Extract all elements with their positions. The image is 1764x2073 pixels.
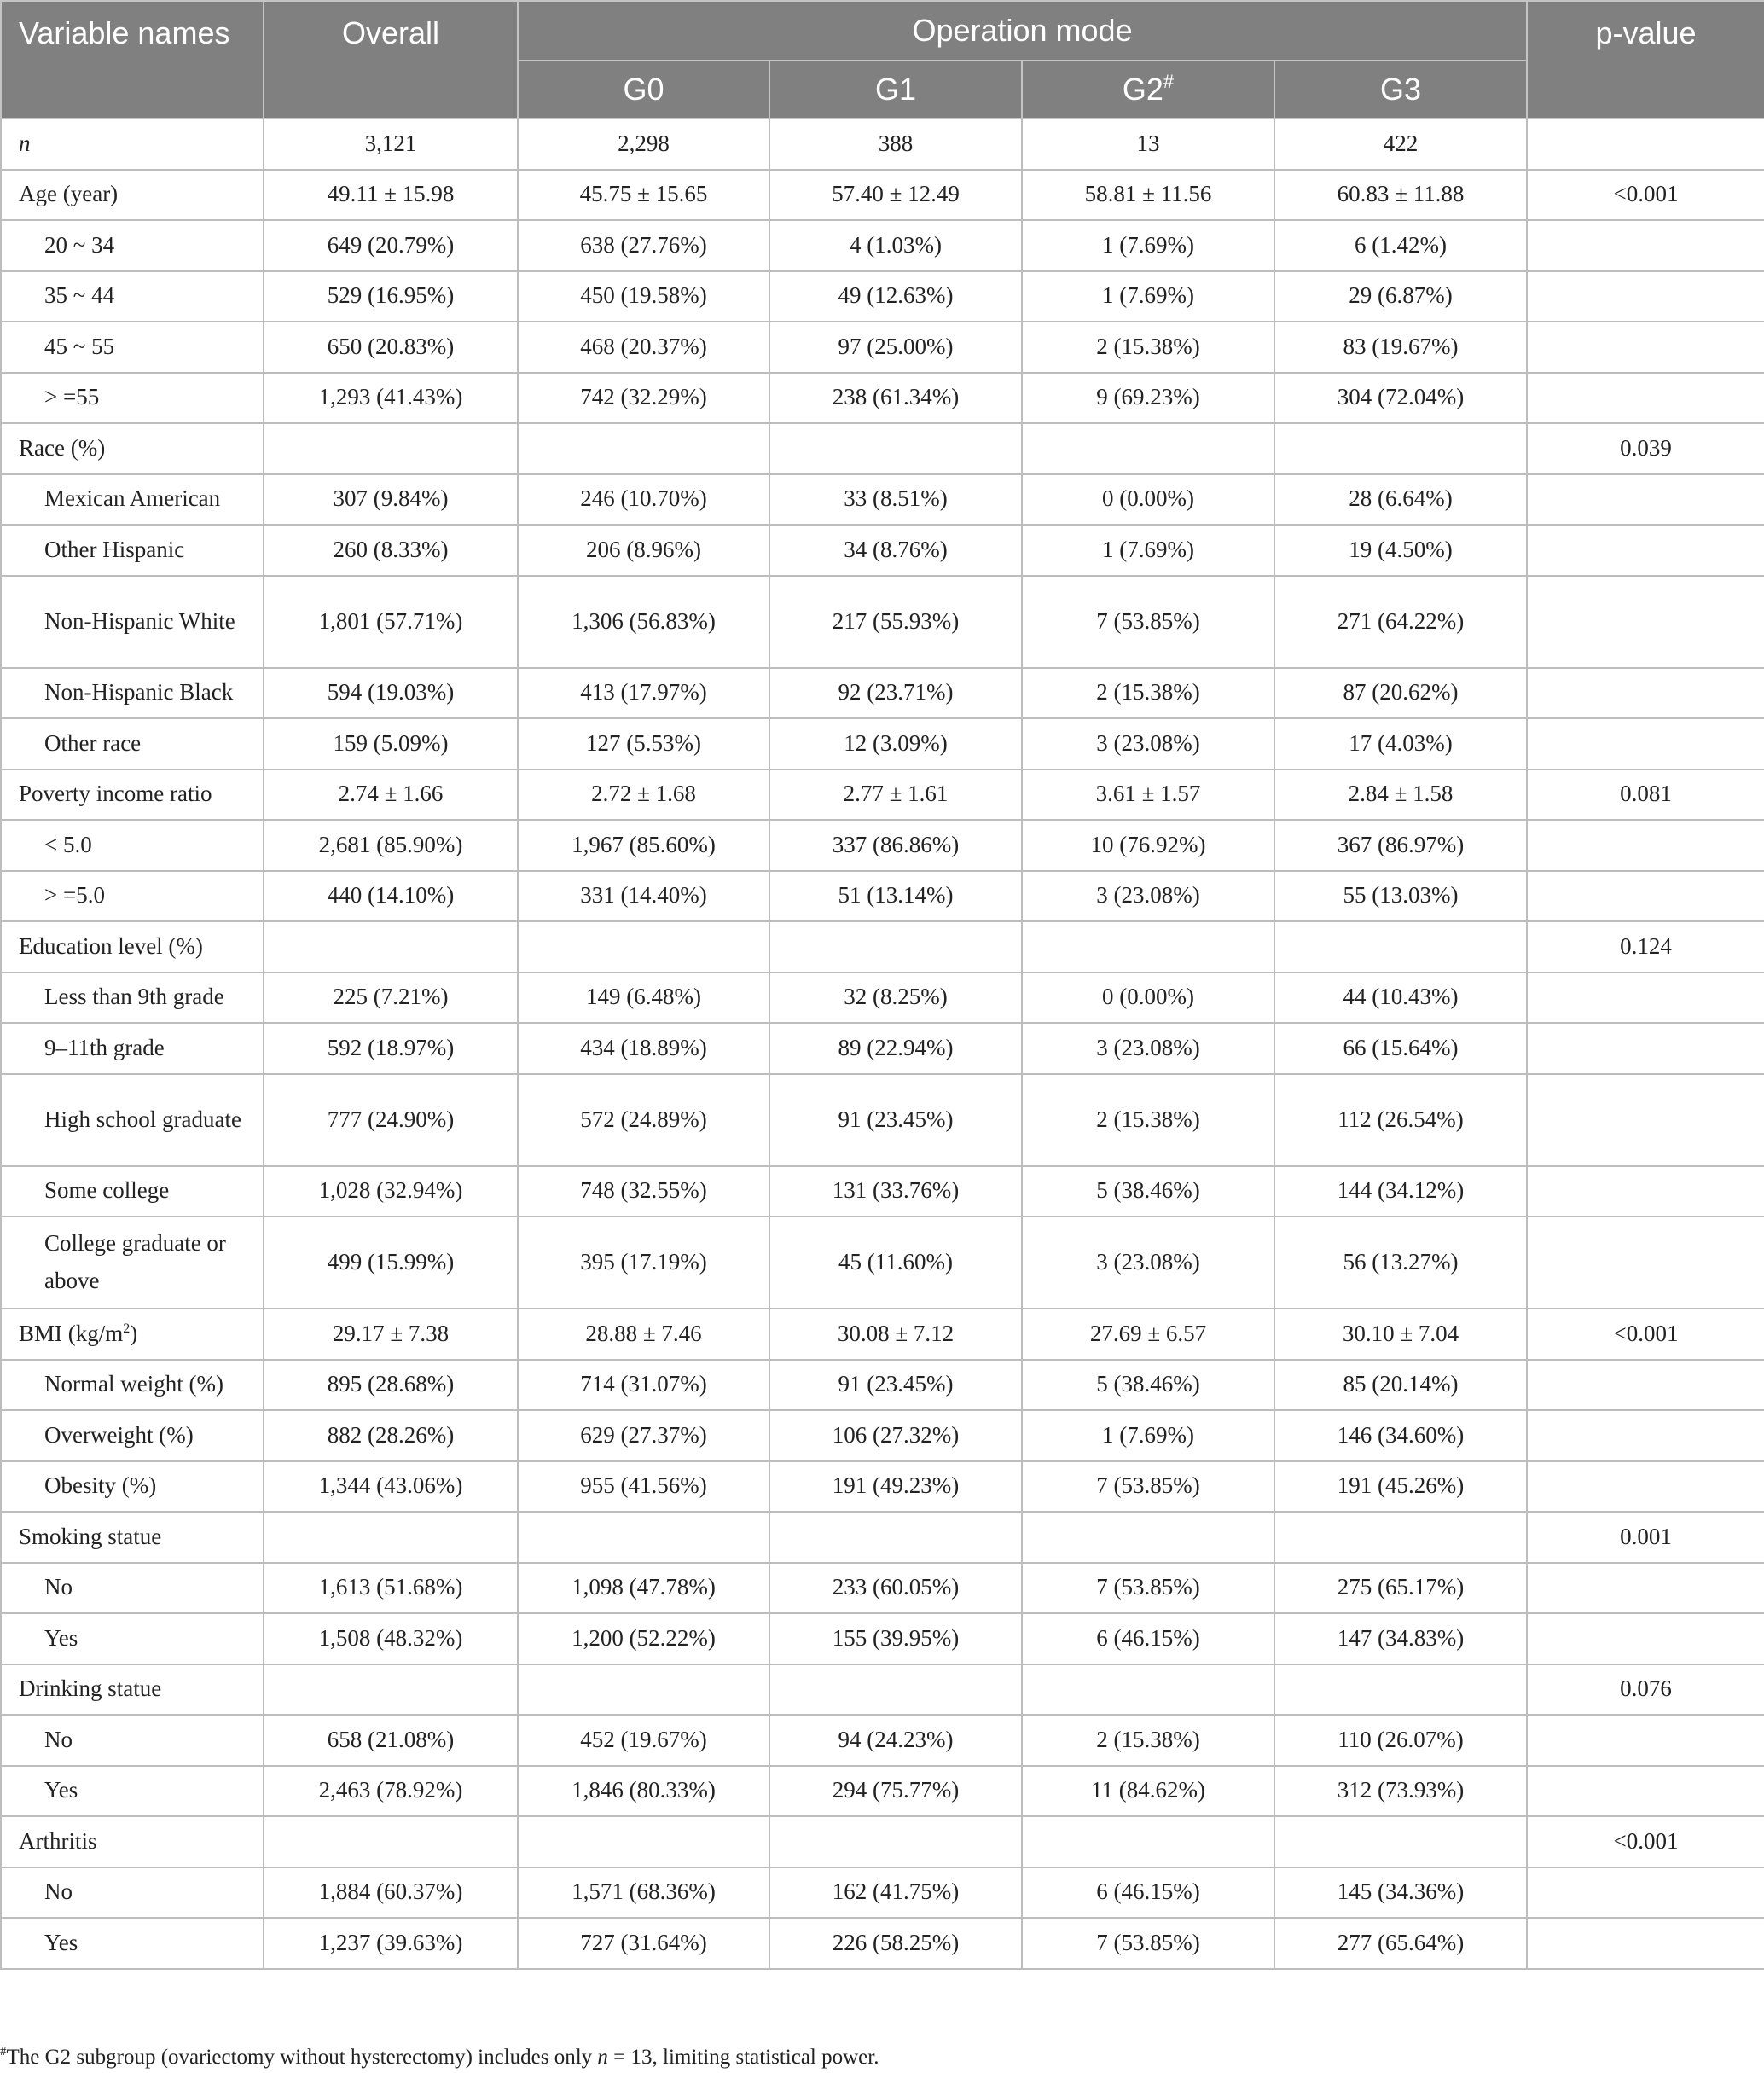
cell-g3: 145 (34.36%) (1274, 1867, 1527, 1919)
table-row (1, 921, 1764, 973)
cell-g3: 147 (34.83%) (1274, 1613, 1527, 1664)
cell-p-value (1527, 1867, 1764, 1919)
cell-g2: 3 (23.08%) (1022, 871, 1274, 922)
cell-g3: 30.10 ± 7.04 (1274, 1309, 1527, 1360)
cell-g1: 2.77 ± 1.61 (769, 769, 1022, 821)
cell-g1: 97 (25.00%) (769, 322, 1022, 373)
cell-p-value: 0.001 (1527, 1512, 1764, 1563)
cell-g1: 238 (61.34%) (769, 373, 1022, 424)
cell-g1: 89 (22.94%) (769, 1023, 1022, 1074)
cell-overall: 895 (28.68%) (264, 1360, 518, 1411)
table-row (1, 1023, 1764, 1074)
cell-g1: 294 (75.77%) (769, 1766, 1022, 1817)
cell-g1: 49 (12.63%) (769, 271, 1022, 322)
table-body (1, 119, 1764, 1969)
cell-p-value: 0.124 (1527, 921, 1764, 973)
cell-g3 (1274, 921, 1527, 973)
row-label: Other race (1, 718, 264, 769)
cell-g2 (1022, 1816, 1274, 1867)
cell-g1 (769, 1664, 1022, 1716)
cell-overall: 777 (24.90%) (264, 1074, 518, 1166)
cell-p-value: 0.076 (1527, 1664, 1764, 1716)
header-p-value: p-value (1527, 1, 1764, 119)
cell-g1: 57.40 ± 12.49 (769, 170, 1022, 221)
header-group-g1: G1 (769, 61, 1022, 119)
table-row (1, 1217, 1764, 1309)
table-header (1, 1, 1764, 119)
cell-g1: 388 (769, 119, 1022, 170)
row-label: Less than 9th grade (1, 973, 264, 1024)
cell-g3: 55 (13.03%) (1274, 871, 1527, 922)
cell-g3: 44 (10.43%) (1274, 973, 1527, 1024)
cell-g0: 638 (27.76%) (518, 220, 769, 271)
cell-overall: 658 (21.08%) (264, 1715, 518, 1766)
cell-g3: 144 (34.12%) (1274, 1166, 1527, 1217)
cell-p-value (1527, 271, 1764, 322)
cell-g0: 434 (18.89%) (518, 1023, 769, 1074)
row-label: Other Hispanic (1, 525, 264, 576)
cell-g0: 45.75 ± 15.65 (518, 170, 769, 221)
cell-g0 (518, 1664, 769, 1716)
cell-g2: 3 (23.08%) (1022, 1217, 1274, 1309)
table-row (1, 271, 1764, 322)
table-row (1, 1715, 1764, 1766)
table-row (1, 170, 1764, 221)
cell-g1: 94 (24.23%) (769, 1715, 1022, 1766)
table-row (1, 1664, 1764, 1716)
cell-overall: 499 (15.99%) (264, 1217, 518, 1309)
cell-g1: 91 (23.45%) (769, 1360, 1022, 1411)
cell-overall: 1,293 (41.43%) (264, 373, 518, 424)
cell-g0 (518, 1816, 769, 1867)
cell-p-value (1527, 1023, 1764, 1074)
cell-g2: 2 (15.38%) (1022, 1074, 1274, 1166)
cell-g3: 112 (26.54%) (1274, 1074, 1527, 1166)
cell-p-value (1527, 1074, 1764, 1166)
cell-g2: 11 (84.62%) (1022, 1766, 1274, 1817)
row-label: Yes (1, 1918, 264, 1969)
cell-g2: 10 (76.92%) (1022, 820, 1274, 871)
cell-g1: 30.08 ± 7.12 (769, 1309, 1022, 1360)
table-row (1, 1613, 1764, 1664)
cell-p-value: 0.081 (1527, 769, 1764, 821)
cell-g1: 45 (11.60%) (769, 1217, 1022, 1309)
cell-p-value (1527, 1766, 1764, 1817)
cell-p-value (1527, 474, 1764, 526)
cell-g3: 110 (26.07%) (1274, 1715, 1527, 1766)
cell-overall: 49.11 ± 15.98 (264, 170, 518, 221)
cell-g1: 217 (55.93%) (769, 576, 1022, 668)
table-row (1, 820, 1764, 871)
cell-g1: 337 (86.86%) (769, 820, 1022, 871)
row-label: Some college (1, 1166, 264, 1217)
cell-g2: 7 (53.85%) (1022, 1918, 1274, 1969)
footnote-text-end: = 13, limiting statistical power. (607, 2046, 879, 2069)
row-label: 9–11th grade (1, 1023, 264, 1074)
table-row (1, 973, 1764, 1024)
row-label: Obesity (%) (1, 1461, 264, 1513)
cell-p-value (1527, 220, 1764, 271)
cell-g1: 51 (13.14%) (769, 871, 1022, 922)
table-row (1, 373, 1764, 424)
cell-g1 (769, 1816, 1022, 1867)
cell-p-value (1527, 322, 1764, 373)
cell-overall: 3,121 (264, 119, 518, 170)
cell-g1: 91 (23.45%) (769, 1074, 1022, 1166)
cell-g3 (1274, 423, 1527, 474)
cell-g2 (1022, 1664, 1274, 1716)
cell-g2: 7 (53.85%) (1022, 576, 1274, 668)
cell-g3: 56 (13.27%) (1274, 1217, 1527, 1309)
cell-g0: 2,298 (518, 119, 769, 170)
row-label: 35 ~ 44 (1, 271, 264, 322)
row-label: Yes (1, 1766, 264, 1817)
cell-overall: 159 (5.09%) (264, 718, 518, 769)
cell-g1: 162 (41.75%) (769, 1867, 1022, 1919)
cell-p-value: <0.001 (1527, 1309, 1764, 1360)
row-label: Overweight (%) (1, 1410, 264, 1461)
table-footnote (0, 2046, 879, 2070)
cell-g0: 468 (20.37%) (518, 322, 769, 373)
row-label: College graduate or above (1, 1217, 264, 1309)
cell-overall: 649 (20.79%) (264, 220, 518, 271)
cell-g2: 27.69 ± 6.57 (1022, 1309, 1274, 1360)
table-row (1, 1461, 1764, 1513)
cell-g3: 312 (73.93%) (1274, 1766, 1527, 1817)
cell-p-value (1527, 1715, 1764, 1766)
table-row (1, 1867, 1764, 1919)
cell-p-value (1527, 718, 1764, 769)
cell-overall: 1,237 (39.63%) (264, 1918, 518, 1969)
cell-g3: 367 (86.97%) (1274, 820, 1527, 871)
table-row (1, 1512, 1764, 1563)
cell-g3: 83 (19.67%) (1274, 322, 1527, 373)
row-label: Mexican American (1, 474, 264, 526)
cell-p-value (1527, 1918, 1764, 1969)
cell-g0: 1,571 (68.36%) (518, 1867, 769, 1919)
cell-g1: 191 (49.23%) (769, 1461, 1022, 1513)
cell-g3 (1274, 1816, 1527, 1867)
cell-g3: 60.83 ± 11.88 (1274, 170, 1527, 221)
row-label: Education level (%) (1, 921, 264, 973)
footnote-mark: # (0, 2045, 7, 2058)
cell-overall: 650 (20.83%) (264, 322, 518, 373)
cell-p-value (1527, 525, 1764, 576)
cell-p-value: 0.039 (1527, 423, 1764, 474)
cell-p-value: <0.001 (1527, 1816, 1764, 1867)
table-row (1, 1166, 1764, 1217)
cell-g3: 29 (6.87%) (1274, 271, 1527, 322)
cell-p-value (1527, 1613, 1764, 1664)
cell-g2: 7 (53.85%) (1022, 1563, 1274, 1614)
cell-p-value (1527, 1563, 1764, 1614)
table-row (1, 576, 1764, 668)
footnote-text-start: The G2 subgroup (ovariectomy without hysterectomy) includes only (6, 2046, 598, 2069)
cell-overall: 1,028 (32.94%) (264, 1166, 518, 1217)
cell-g2: 1 (7.69%) (1022, 271, 1274, 322)
table-row (1, 322, 1764, 373)
cell-g0: 629 (27.37%) (518, 1410, 769, 1461)
cell-g0: 206 (8.96%) (518, 525, 769, 576)
cell-p-value (1527, 119, 1764, 170)
cell-overall: 225 (7.21%) (264, 973, 518, 1024)
cell-overall: 307 (9.84%) (264, 474, 518, 526)
row-label: Normal weight (%) (1, 1360, 264, 1411)
cell-overall: 440 (14.10%) (264, 871, 518, 922)
table-row (1, 1816, 1764, 1867)
cell-overall: 2,463 (78.92%) (264, 1766, 518, 1817)
cell-g2: 2 (15.38%) (1022, 322, 1274, 373)
cell-overall: 1,344 (43.06%) (264, 1461, 518, 1513)
header-group-g0: G0 (518, 61, 769, 119)
cell-p-value (1527, 871, 1764, 922)
cell-overall: 1,801 (57.71%) (264, 576, 518, 668)
cell-g3: 19 (4.50%) (1274, 525, 1527, 576)
cell-overall: 2.74 ± 1.66 (264, 769, 518, 821)
cell-g0: 955 (41.56%) (518, 1461, 769, 1513)
cell-g1: 226 (58.25%) (769, 1918, 1022, 1969)
cell-p-value (1527, 668, 1764, 719)
table-row (1, 769, 1764, 821)
table-row (1, 1360, 1764, 1411)
cell-g0: 1,098 (47.78%) (518, 1563, 769, 1614)
cell-g2: 5 (38.46%) (1022, 1166, 1274, 1217)
cell-g2 (1022, 423, 1274, 474)
cell-overall: 592 (18.97%) (264, 1023, 518, 1074)
row-label: Race (%) (1, 423, 264, 474)
cell-g3: 85 (20.14%) (1274, 1360, 1527, 1411)
cell-g2 (1022, 921, 1274, 973)
cell-g2: 3 (23.08%) (1022, 1023, 1274, 1074)
cell-g3: 28 (6.64%) (1274, 474, 1527, 526)
cell-g2: 2 (15.38%) (1022, 1715, 1274, 1766)
cell-g1: 12 (3.09%) (769, 718, 1022, 769)
cell-g0: 395 (17.19%) (518, 1217, 769, 1309)
cell-g0: 742 (32.29%) (518, 373, 769, 424)
cell-overall: 260 (8.33%) (264, 525, 518, 576)
cell-overall: 1,508 (48.32%) (264, 1613, 518, 1664)
cell-g1: 106 (27.32%) (769, 1410, 1022, 1461)
cell-g3: 191 (45.26%) (1274, 1461, 1527, 1513)
cell-g2: 58.81 ± 11.56 (1022, 170, 1274, 221)
row-label: Smoking statue (1, 1512, 264, 1563)
table-row (1, 1309, 1764, 1360)
cell-g0 (518, 1512, 769, 1563)
cell-g0: 149 (6.48%) (518, 973, 769, 1024)
cell-g0: 1,306 (56.83%) (518, 576, 769, 668)
cell-g0: 714 (31.07%) (518, 1360, 769, 1411)
cell-overall: 1,884 (60.37%) (264, 1867, 518, 1919)
row-label: High school graduate (1, 1074, 264, 1166)
cell-g3 (1274, 1664, 1527, 1716)
row-label: No (1, 1563, 264, 1614)
table-row (1, 1563, 1764, 1614)
row-label: > =5.0 (1, 871, 264, 922)
cell-g1: 4 (1.03%) (769, 220, 1022, 271)
cell-g1: 155 (39.95%) (769, 1613, 1022, 1664)
row-label: > =55 (1, 373, 264, 424)
cell-p-value (1527, 1410, 1764, 1461)
table-row (1, 1410, 1764, 1461)
cell-p-value (1527, 1166, 1764, 1217)
cell-g1: 32 (8.25%) (769, 973, 1022, 1024)
cell-p-value (1527, 1217, 1764, 1309)
cell-overall: 2,681 (85.90%) (264, 820, 518, 871)
cell-g0: 1,200 (52.22%) (518, 1613, 769, 1664)
cell-overall: 1,613 (51.68%) (264, 1563, 518, 1614)
row-label: Yes (1, 1613, 264, 1664)
cell-g3: 304 (72.04%) (1274, 373, 1527, 424)
row-label: n (1, 119, 264, 170)
cell-g2: 1 (7.69%) (1022, 220, 1274, 271)
cell-overall (264, 423, 518, 474)
cell-g2: 6 (46.15%) (1022, 1867, 1274, 1919)
cell-g3: 146 (34.60%) (1274, 1410, 1527, 1461)
row-label: BMI $(kg/m^2)$ (1, 1309, 264, 1360)
cell-g2: 9 (69.23%) (1022, 373, 1274, 424)
row-label: No (1, 1715, 264, 1766)
cell-p-value (1527, 1461, 1764, 1513)
row-label: Non-Hispanic White (1, 576, 264, 668)
cell-g0: 246 (10.70%) (518, 474, 769, 526)
cell-overall: 529 (16.95%) (264, 271, 518, 322)
cell-g0: 2.72 ± 1.68 (518, 769, 769, 821)
table-row (1, 423, 1764, 474)
cell-g3: 277 (65.64%) (1274, 1918, 1527, 1969)
cell-g2: 1 (7.69%) (1022, 525, 1274, 576)
table-row (1, 119, 1764, 170)
cell-g0: 28.88 ± 7.46 (518, 1309, 769, 1360)
cell-g2: 0 (0.00%) (1022, 474, 1274, 526)
header-overall: Overall (264, 1, 518, 119)
cell-g1: 34 (8.76%) (769, 525, 1022, 576)
cell-overall (264, 1512, 518, 1563)
cell-g0: 413 (17.97%) (518, 668, 769, 719)
table-row (1, 1074, 1764, 1166)
cell-g1: 233 (60.05%) (769, 1563, 1022, 1614)
cell-g1 (769, 423, 1022, 474)
cell-g2: 1 (7.69%) (1022, 1410, 1274, 1461)
cell-g1: 131 (33.76%) (769, 1166, 1022, 1217)
cell-overall (264, 1816, 518, 1867)
cell-g2: 7 (53.85%) (1022, 1461, 1274, 1513)
cell-g0: 572 (24.89%) (518, 1074, 769, 1166)
cell-g0: 1,967 (85.60%) (518, 820, 769, 871)
row-label: No (1, 1867, 264, 1919)
cell-overall: 882 (28.26%) (264, 1410, 518, 1461)
table-row (1, 1766, 1764, 1817)
cell-p-value (1527, 373, 1764, 424)
cell-g1: 92 (23.71%) (769, 668, 1022, 719)
cell-g0: 1,846 (80.33%) (518, 1766, 769, 1817)
table-row (1, 718, 1764, 769)
cell-g1 (769, 1512, 1022, 1563)
cell-g3: 66 (15.64%) (1274, 1023, 1527, 1074)
header-operation-mode: Operation mode (518, 1, 1527, 61)
cell-g2: 3.61 ± 1.57 (1022, 769, 1274, 821)
cell-g0: 127 (5.53%) (518, 718, 769, 769)
cell-g0: 452 (19.67%) (518, 1715, 769, 1766)
cell-g2: 13 (1022, 119, 1274, 170)
cell-g1 (769, 921, 1022, 973)
table-row (1, 220, 1764, 271)
table-row (1, 525, 1764, 576)
header-group-g3: G3 (1274, 61, 1527, 119)
row-label: Age (year) (1, 170, 264, 221)
cell-overall: 594 (19.03%) (264, 668, 518, 719)
cell-g0: 331 (14.40%) (518, 871, 769, 922)
cell-g3: 2.84 ± 1.58 (1274, 769, 1527, 821)
cell-g0: 450 (19.58%) (518, 271, 769, 322)
table-row (1, 1918, 1764, 1969)
header-group-g2: G2# (1022, 61, 1274, 119)
footnote-n: n (597, 2046, 608, 2069)
table-row (1, 871, 1764, 922)
row-label: < 5.0 (1, 820, 264, 871)
cell-overall (264, 921, 518, 973)
row-label: 45 ~ 55 (1, 322, 264, 373)
cell-g1: 33 (8.51%) (769, 474, 1022, 526)
cell-p-value (1527, 576, 1764, 668)
cell-g3: 275 (65.17%) (1274, 1563, 1527, 1614)
cell-overall (264, 1664, 518, 1716)
cell-overall: 29.17 ± 7.38 (264, 1309, 518, 1360)
cell-g2: 6 (46.15%) (1022, 1613, 1274, 1664)
cell-g3: 17 (4.03%) (1274, 718, 1527, 769)
cell-p-value (1527, 973, 1764, 1024)
cell-p-value (1527, 820, 1764, 871)
cell-g3: 422 (1274, 119, 1527, 170)
cell-g3: 87 (20.62%) (1274, 668, 1527, 719)
cell-p-value (1527, 1360, 1764, 1411)
cell-p-value: <0.001 (1527, 170, 1764, 221)
cell-g0: 727 (31.64%) (518, 1918, 769, 1969)
row-label: Drinking statue (1, 1664, 264, 1716)
cell-g3: 6 (1.42%) (1274, 220, 1527, 271)
row-label: Poverty income ratio (1, 769, 264, 821)
cell-g2: 5 (38.46%) (1022, 1360, 1274, 1411)
header-variable-names: Variable names (1, 1, 264, 119)
cell-g2 (1022, 1512, 1274, 1563)
row-label: Arthritis (1, 1816, 264, 1867)
table-row (1, 668, 1764, 719)
cell-g3: 271 (64.22%) (1274, 576, 1527, 668)
cell-g0 (518, 423, 769, 474)
cell-g3 (1274, 1512, 1527, 1563)
cell-g0: 748 (32.55%) (518, 1166, 769, 1217)
cell-g0 (518, 921, 769, 973)
table-row (1, 474, 1764, 526)
cell-g2: 0 (0.00%) (1022, 973, 1274, 1024)
cell-g2: 2 (15.38%) (1022, 668, 1274, 719)
row-label: 20 ~ 34 (1, 220, 264, 271)
row-label: Non-Hispanic Black (1, 668, 264, 719)
cell-g2: 3 (23.08%) (1022, 718, 1274, 769)
